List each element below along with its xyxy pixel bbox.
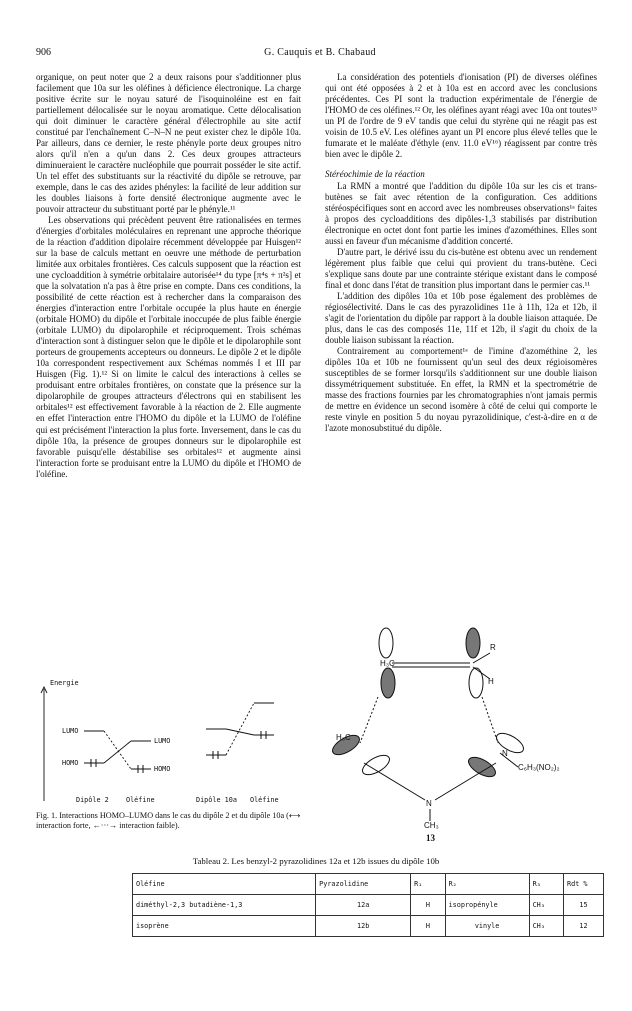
table-row xyxy=(133,895,604,916)
n-right-label: N xyxy=(502,749,508,758)
right-paragraph-4: L'addition des dipôles 10a et 10b pose également des problèmes de régiosélectivité. Dans le cas des pyrazolidines 11e à 11h, 12a et 12b, il s'agit de l'orientation du dipôle par rapport à la double liaison attaquée. De plus, dans le cas des composés 11e, 11f et 12b, il s'agit du choix de la double liaison subissant la réaction. xyxy=(325,291,597,346)
h3c-top-label: H₃C xyxy=(380,659,395,668)
orbital-top-left-lower xyxy=(381,668,395,698)
lumo-label-2: LUMO xyxy=(154,737,171,745)
orbital-right-b xyxy=(466,753,499,780)
header-pyrazolidine: Pyrazolidine xyxy=(316,874,411,895)
energy-axis-label: Energie xyxy=(50,679,79,687)
right-paragraph-1: La considération des potentiels d'ionisation (PI) de diverses oléfines qui ont été opposées à 2 et à 10a est en accord avec les conclusions précédentes. Ces PI sont la traduction expérimentale de l'énergie de l'HOMO de ces oléfines.¹² Or, les oléfines ayant réagi avec 10a ont toutes¹⁵ un PI de l'ordre de 9 eV tandis que celui du styrène qui ne réagit pas est voisin de 10.5 eV. Les oléfines ayant un PI encore plus élevé telles que le fumarate et le maléate d'éthyle (env. 11.0 eV¹⁶) réagissent par contre très bien avec le dipôle 2. xyxy=(325,72,597,160)
r-label: R xyxy=(490,643,496,652)
h3c-left-label: H₃C xyxy=(336,733,351,742)
header-r3: R₃ xyxy=(529,874,563,895)
page-number: 906 xyxy=(36,47,51,58)
left-paragraph-1: organique, on peut noter que 2 a deux raisons pour s'additionner plus facilement que 10a sur les oléfines à déficience électronique. La charge positive écrite sur le noyau saturé de l'isoquinoléine est en fait partiellement délocalisée sur le noyau aromatique. Cette délocalisation qui doit diminuer le caractère général d'électrophile au site actif constitué par l'enchaînement C–N–N ne peut exister chez le dipôle 10a. Par ailleurs, dans ce dernier, le reste phényle porte deux groupes nitro alors qu'il n'en a qu'un dans 2. Ces deux groupes attracteurs diminueraient le caractère nucléophile que pourrait posséder le site actif. Un tel effet des substituants sur la réactivité du dipôle se retrouve, par exemple, dans le cas des azides phényles: la facilité de leur addition sur les doubles liaisons à forte densité électronique augmente avec le pouvoir attracteur du substituant porté par le phényle.¹¹ xyxy=(36,72,301,215)
right-paragraph-2: La RMN a montré que l'addition du dipôle 10a sur les cis et trans-butènes se fait avec rétention de la configuration. Ces additions stéréospécifiques sont en accord avec les nombreuses observations¹ᵃ faites à propos des cycloadditions des dipôles-1,3 stabilisés par distribution électronique en octet dont font partie les imines d'azométhines. Elles sont aussi en faveur d'un mécanisme d'addition concerté. xyxy=(325,181,597,247)
left-paragraph-2: Les observations qui précèdent peuvent être rationalisées en termes d'énergies d'orbitales moléculaires en reprenant une approche théorique de la réaction d'addition dipolaire récemment développée par Huisgen¹² sur la base de calculs mettant en oeuvre une méthode de perturbation limitée aux orbitales frontières. Ces calculs supposent que la réaction est une cycloaddition à symétrie orbitalaire autorisée¹⁴ du type [π⁴s + π²s] et que la solvatation n'a pas à être prise en compte. Dans ces conditions, la possibilité de cette réaction est à rechercher dans la comparaison des énergies d'interaction entre l'orbitale occupée la plus haute en énergie (orbitale HOMO) du dipôle et l'orbitale inoccupée de plus faible énergie (orbitale LUMO) du dipolarophile et réciproquement. Trois schémas d'interaction sont à distinguer selon que le dipôle et le dipolarophile sont porteurs de groupements accepteurs ou donneurs. Le dipôle 2 et le dipôle 10a correspondent respectivement aux Schémas nommés I et III par Huisgen (Fig. 1).¹² Si on limite le calcul des interactions à celles se produisant entre orbitales frontières, on constate que la présence sur la dipolarophile de groupes attracteurs d'électrons qui en stabilisent les orbitales¹² est effectivement favorable à la réaction de 2. Elle augmente en effet l'interaction entre l'HOMO du dipôle et la LUMO de l'oléfine qui est précisément l'interaction la plus forte. Inversement, dans le cas du dipôle 10a, la présence de groupes donneurs sur le dipolarophile est favorable puisqu'elle déstabilise ses orbitales¹² et augmente ainsi l'interaction forte se produisant entre la LUMO du dipôle et l'HOMO de l'oléfine. xyxy=(36,215,301,479)
homo-label-2: HOMO xyxy=(154,765,171,773)
header-r1: R₁ xyxy=(411,874,445,895)
weak-interaction-line-2 xyxy=(226,703,254,755)
cell-rdt: 12 xyxy=(564,916,604,937)
olefin-label-2: Oléfine xyxy=(250,796,279,804)
energy-diagram xyxy=(36,683,311,808)
orbital-right-a xyxy=(494,729,527,756)
header-rdt: Rdt % xyxy=(564,874,604,895)
right-paragraph-3: D'autre part, le dérivé issu du cis-butène est obtenu avec un rendement légèrement plus faible que celui qui provient du trans-butène. Ceci s'explique sans doute par une contrainte stérique existant dans le composé final et donc dans l'état de transition plus important dans le permier cas.¹¹ xyxy=(325,247,597,291)
running-head xyxy=(36,47,604,61)
homo-label: HOMO xyxy=(62,759,79,767)
substituent-label: C₆H₃(NO₂)₂ xyxy=(518,763,560,772)
ring-bond-right xyxy=(435,763,496,800)
cell-r2: isopropényle xyxy=(445,895,529,916)
lumo-label: LUMO xyxy=(62,727,79,735)
table-2-caption: Tableau 2. Les benzyl-2 pyrazolidines 12a et 12b issues du dipôle 10b xyxy=(192,856,440,866)
structure-13 xyxy=(330,625,600,843)
orbital-top-left-upper xyxy=(379,628,393,658)
h-label: H xyxy=(488,677,494,686)
right-column xyxy=(325,72,597,435)
dipole-10a-label: Dipôle 10a xyxy=(196,796,237,804)
compound-number: 13 xyxy=(426,833,435,843)
weak-interaction-line-1 xyxy=(104,731,131,769)
cell-r1: H xyxy=(411,895,445,916)
cell-pyrazolidine: 12b xyxy=(316,916,411,937)
cell-olefine: isoprène xyxy=(133,916,316,937)
right-paragraph-5: Contrairement au comportement¹ᵃ de l'imine d'azométhine 2, les dipôles 10a et 10b ne fournissent qu'un seul des deux régioisomères susceptibles de se former lorsqu'ils s'additionnent sur une double liaison dissymétriquement substituée. En effet, la RMN et la spectrométrie de masse des fractions fournies par les chromatographies n'ont jamais permis de mettre en évidence un second isomère à côté de celui qui comporte le reste vinyle en position 5 du noyau pyrazolidinique, c'est-à-dire en α de l'azote monosubstitué du dipôle. xyxy=(325,346,597,434)
table-header-row xyxy=(133,874,604,895)
cell-olefine: diméthyl-2,3 butadiène-1,3 xyxy=(133,895,316,916)
dipole-2-label: Dipôle 2 xyxy=(76,796,109,804)
cell-r3: CH₃ xyxy=(529,895,563,916)
figure-1 xyxy=(36,679,311,843)
cell-r2: vinyle xyxy=(445,916,529,937)
cell-r3: CH₃ xyxy=(529,916,563,937)
cell-r1: H xyxy=(411,916,445,937)
table-2 xyxy=(132,873,604,937)
n-bottom-label: N xyxy=(426,799,432,808)
section-heading: Stéréochimie de la réaction xyxy=(325,169,425,180)
orbital-left-b xyxy=(360,751,393,778)
transition-state-drawing xyxy=(330,625,600,840)
orbital-top-right-upper xyxy=(466,628,480,658)
header-olefine: Oléfine xyxy=(133,874,316,895)
table-row xyxy=(133,916,604,937)
strong-interaction-line-1 xyxy=(104,741,131,763)
ring-bond-left xyxy=(364,763,425,800)
forming-bond-left xyxy=(360,697,378,743)
figure-1-caption: Fig. 1. Interactions HOMO–LUMO dans le cas du dipôle 2 et du dipôle 10a (⟷ interaction forte, ←···→ interaction faible). xyxy=(36,811,301,830)
cell-pyrazolidine: 12a xyxy=(316,895,411,916)
header-r2: R₂ xyxy=(445,874,529,895)
ch3-label: CH₃ xyxy=(424,821,439,830)
left-column xyxy=(36,72,301,480)
running-authors: G. Cauquis et B. Chabaud xyxy=(264,47,376,58)
olefin-label-1: Oléfine xyxy=(126,796,155,804)
cell-rdt: 15 xyxy=(564,895,604,916)
forming-bond-right xyxy=(482,697,498,743)
